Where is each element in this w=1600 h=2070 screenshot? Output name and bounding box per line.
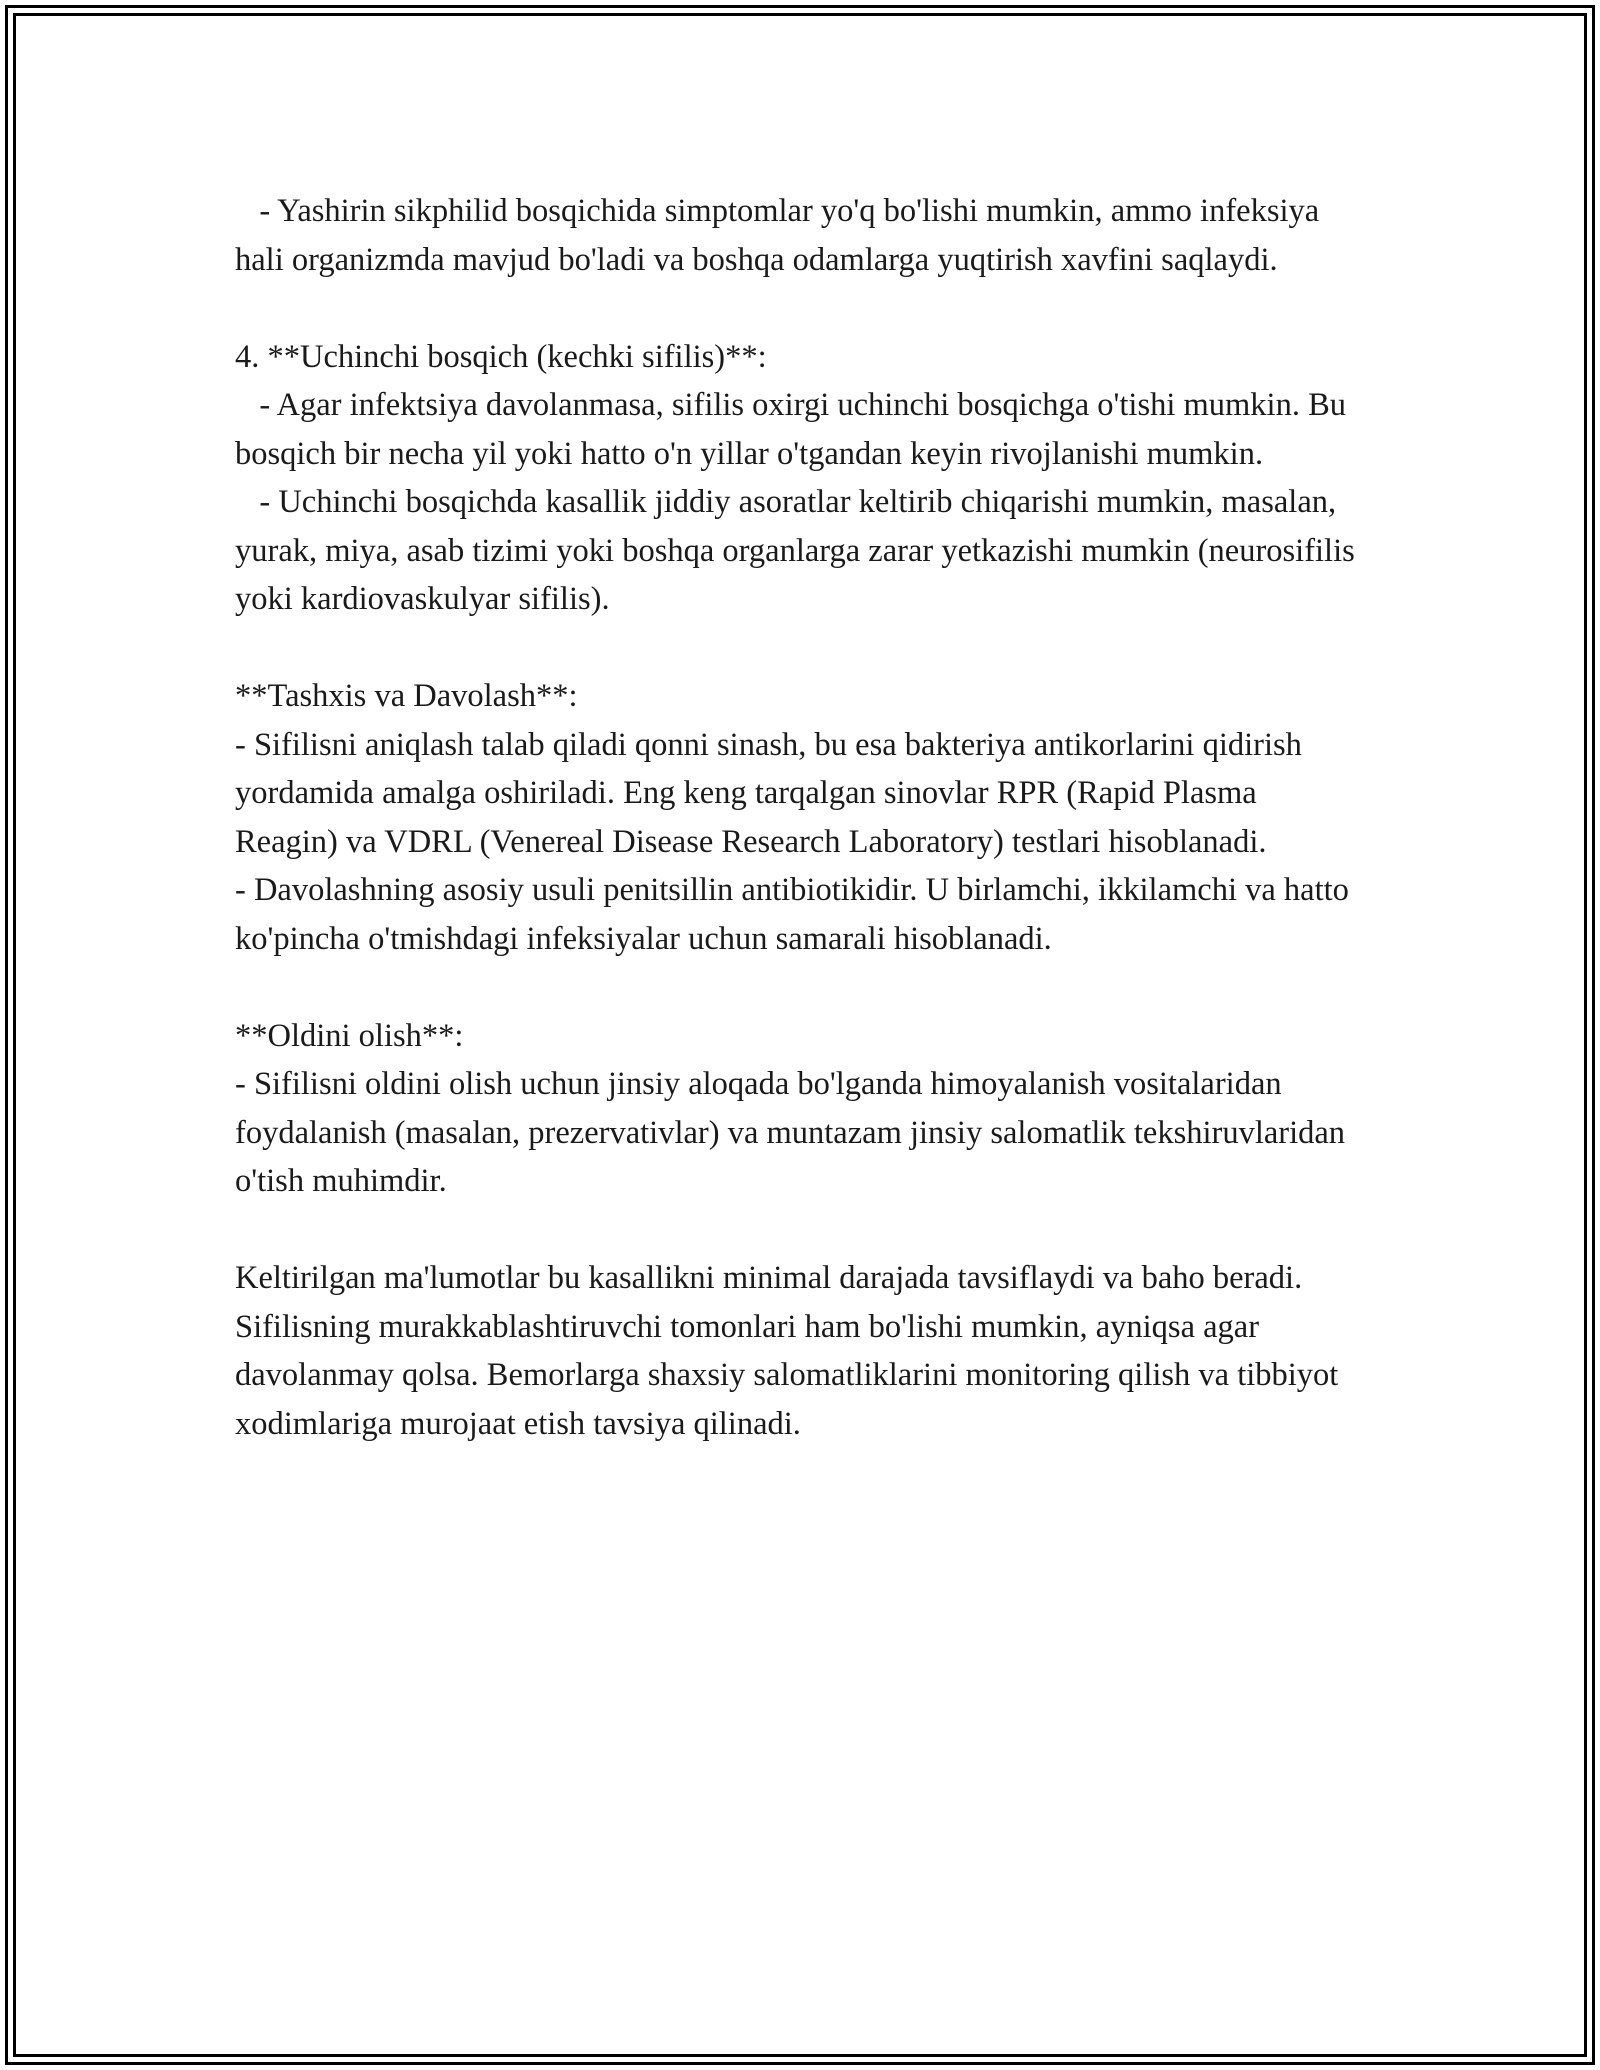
section-heading: **Oldini olish**:	[235, 1017, 464, 1054]
blank-line	[235, 624, 1365, 673]
list-item: - Agar infektsiya davolanmasa, sifilis oxirgi uchinchi bosqichga o'tishi mumkin. Bu bosqich bir necha yil yoki hatto o'n yillar o'tgandan keyin rivojlanishi mumkin.	[235, 387, 1355, 472]
list-item: - Sifilisni aniqlash talab qiladi qonni sinash, bu esa bakteriya antikorlarini qidirish yordamida amalga oshiriladi. Eng keng tarqalgan sinovlar RPR (Rapid Plasma Reagin) va VDRL (Venereal Disease Research Laboratory) testlari hisoblanadi.	[235, 726, 1311, 860]
list-item: - Davolashning asosiy usuli penitsillin antibiotikidir. U birlamchi, ikkilamchi va hatto ko'pincha o'tmishdagi infeksiyalar uchun samarali hisoblanadi.	[235, 872, 1358, 957]
section-heading: **Tashxis va Davolash**:	[235, 678, 578, 714]
blank-line	[235, 1206, 1365, 1255]
section-heading: 4. **Uchinchi bosqich (kechki sifilis)**:	[235, 338, 767, 375]
list-item: - Uchinchi bosqichda kasallik jiddiy asoratlar keltirib chiqarishi mumkin, masalan, yurak, miya, asab tizimi yoki boshqa organlarga zarar yetkazishi mumkin (neurosifilis yoki kardiovaskulyar sifilis).	[235, 484, 1363, 617]
blank-line	[235, 284, 1365, 333]
closing-paragraph: Keltirilgan ma'lumotlar bu kasallikni minimal darajada tavsiflaydi va baho beradi. Sifilisning murakkablashtiruvchi tomonlari ham bo'lishi mumkin, ayniqsa agar davolanmay qolsa. Bemorlarga shaxsiy salomatliklarini monitoring qilish va tibbiyot xodimlariga murojaat etish tavsiya qilinadi.	[235, 1260, 1347, 1442]
document-body	[235, 187, 1365, 1448]
paragraph: - Yashirin sikphilid bosqichida simptomlar yo'q bo'lishi mumkin, ammo infeksiya hali organizmda mavjud bo'ladi va boshqa odamlarga yuqtirish xavfini saqlaydi.	[235, 193, 1328, 278]
blank-line	[235, 963, 1365, 1012]
list-item: - Sifilisni oldini olish uchun jinsiy aloqada bo'lganda himoyalanish vositalaridan foydalanish (masalan, prezervativlar) va muntazam jinsiy salomatlik tekshiruvlaridan o'tish muhimdir.	[235, 1066, 1354, 1199]
